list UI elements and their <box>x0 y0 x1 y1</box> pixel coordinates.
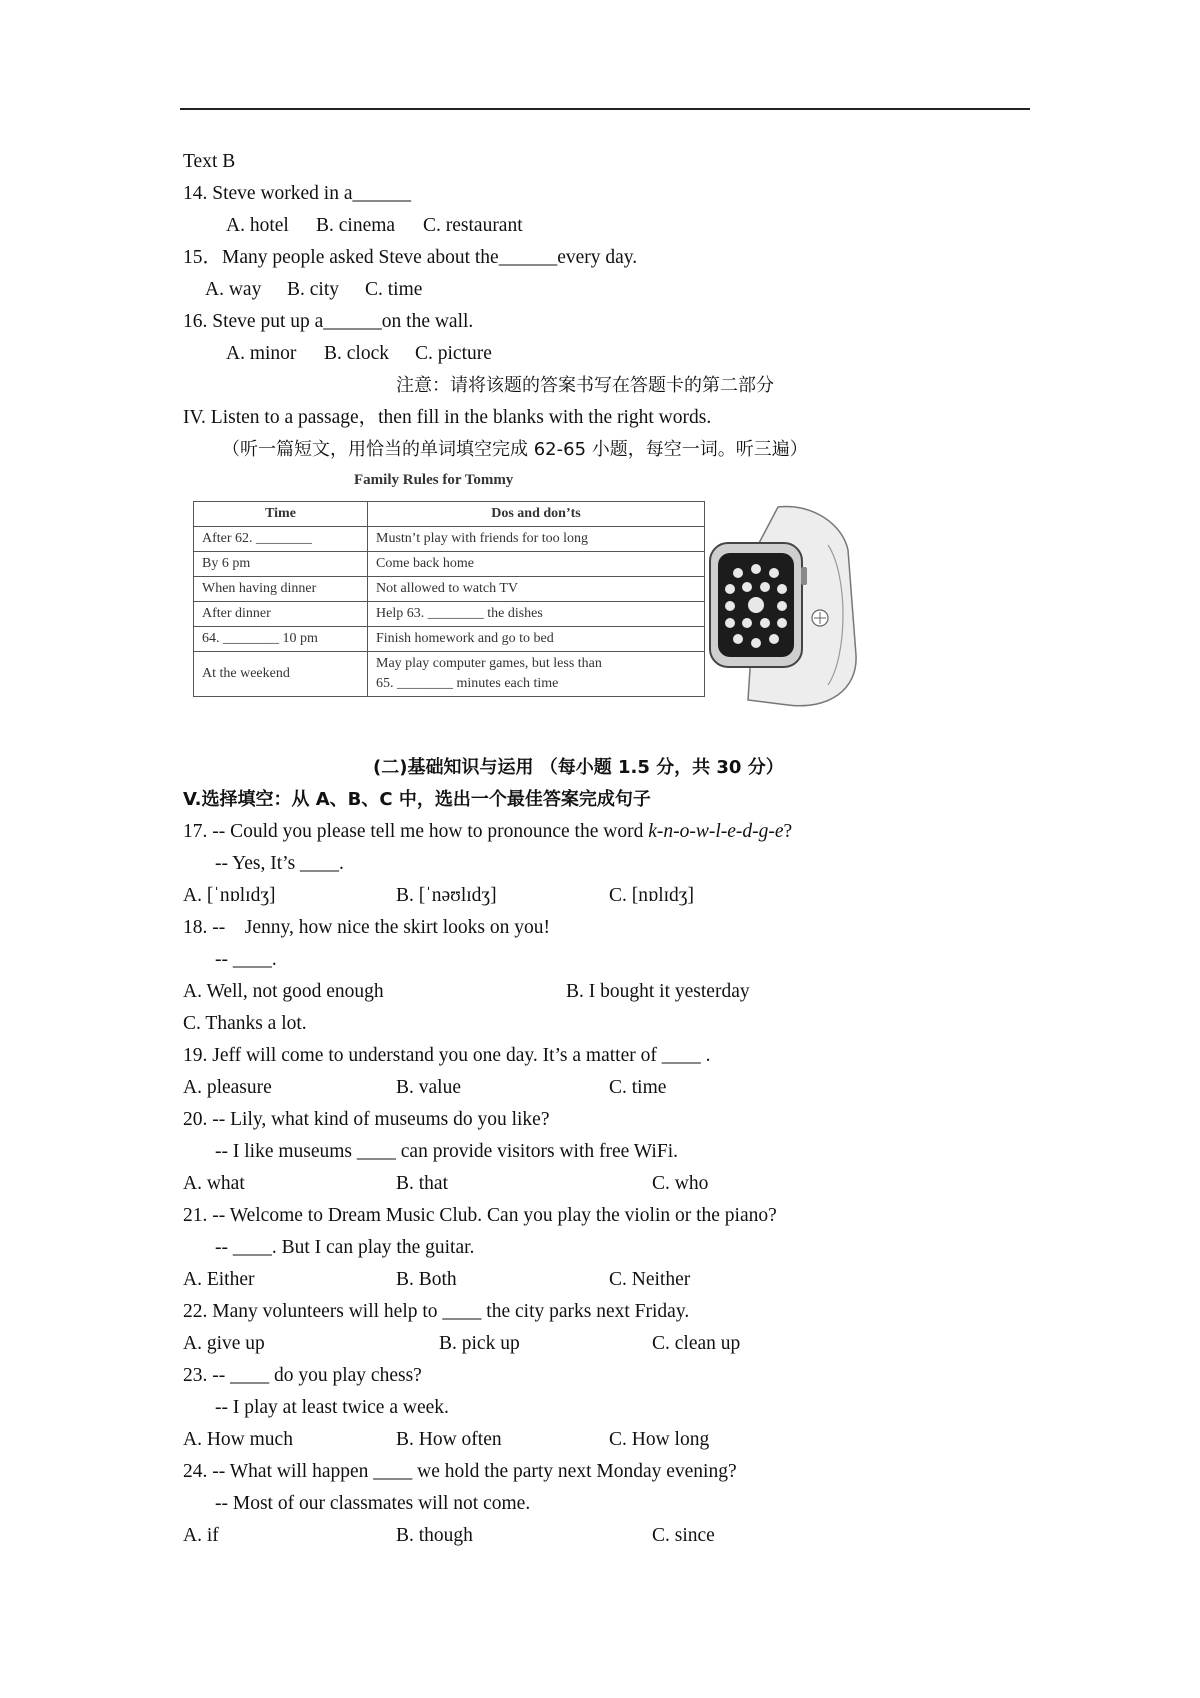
q18-option-b: B. I bought it yesterday <box>566 981 750 1002</box>
q16-option-c: C. picture <box>415 343 492 364</box>
q15-option-c: C. time <box>365 279 423 300</box>
q20-option-a: A. what <box>183 1173 245 1194</box>
q19-option-a: A. pleasure <box>183 1077 272 1098</box>
q23-option-a: A. How much <box>183 1429 293 1450</box>
q24-line1: 24. -- What will happen ____ we hold the party next Monday evening? <box>183 1461 737 1482</box>
section-iv-title: IV. Listen to a passage，then fill in the blanks with the right words. <box>183 407 712 428</box>
table-title: Family Rules for Tommy <box>354 472 514 488</box>
q21-line1: 21. -- Welcome to Dream Music Club. Can you play the violin or the piano? <box>183 1205 777 1226</box>
q22-option-c: C. clean up <box>652 1333 741 1354</box>
table-header-row <box>194 502 705 527</box>
q23-line1: 23. -- ____ do you play chess? <box>183 1365 422 1386</box>
row-rule: Help 63. ________ the dishes <box>368 602 705 627</box>
q16-option-b: B. clock <box>324 343 389 364</box>
row-rule: Mustn’t play with friends for too long <box>368 527 705 552</box>
q14-stem: 14. Steve worked in a______ <box>183 183 412 204</box>
q22-line1: 22. Many volunteers will help to ____ the city parks next Friday. <box>183 1301 690 1322</box>
table-row <box>194 652 705 697</box>
q20-line1: 20. -- Lily, what kind of museums do you like? <box>183 1109 550 1130</box>
smartwatch-image <box>708 505 858 710</box>
q17-post: ? <box>783 821 793 842</box>
q19-option-b: B. value <box>396 1077 461 1098</box>
q20-option-c: C. who <box>652 1173 709 1194</box>
q17-option-b: B. [ˈnəʊlɪdʒ] <box>396 885 497 906</box>
q17-option-a: A. [ˈnɒlɪdʒ] <box>183 885 276 906</box>
text-b-heading: Text B <box>183 151 236 172</box>
q24-line2: -- Most of our classmates will not come. <box>215 1493 531 1514</box>
top-rule <box>180 108 1030 110</box>
row-time: When having dinner <box>194 577 368 602</box>
q21-option-a: A. Either <box>183 1269 255 1290</box>
row-time: 64. ________ 10 pm <box>194 627 368 652</box>
row-rule-line1: May play computer games, but less than <box>376 656 602 671</box>
q20-line2: -- I like museums ____ can provide visitors with free WiFi. <box>215 1141 678 1162</box>
q17-option-c: C. [nɒlɪdʒ] <box>609 885 694 906</box>
header-dos: Dos and don’ts <box>368 502 705 527</box>
q15-option-b: B. city <box>287 279 339 300</box>
section-v-title: V.选择填空：从 A、B、C 中，选出一个最佳答案完成句子 <box>183 789 651 810</box>
header-time: Time <box>194 502 368 527</box>
q18-line1: 18. -- Jenny, how nice the skirt looks on you! <box>183 917 551 938</box>
q22-option-a: A. give up <box>183 1333 265 1354</box>
q18-option-a: A. Well, not good enough <box>183 981 384 1002</box>
table-row <box>194 552 705 577</box>
part2-heading: (二)基础知识与运用 （每小题 1.5 分，共 30 分） <box>373 757 784 778</box>
q21-option-c: C. Neither <box>609 1269 691 1290</box>
row-rule-line2: 65. ________ minutes each time <box>376 676 559 691</box>
q16-stem: 16. Steve put up a______on the wall. <box>183 311 474 332</box>
answer-card-note: 注意：请将该题的答案书写在答题卡的第二部分 <box>396 375 774 396</box>
q19-option-c: C. time <box>609 1077 667 1098</box>
row-rule: Not allowed to watch TV <box>368 577 705 602</box>
row-rule: Finish homework and go to bed <box>368 627 705 652</box>
table-row <box>194 602 705 627</box>
q17-word: k-n-o-w-l-e-d-g-e <box>648 821 784 842</box>
q17-line1 <box>183 820 792 844</box>
row-time: By 6 pm <box>194 552 368 577</box>
q24-option-b: B. though <box>396 1525 473 1546</box>
q14-option-b: B. cinema <box>316 215 396 236</box>
row-rule <box>368 652 705 697</box>
q23-line2: -- I play at least twice a week. <box>215 1397 449 1418</box>
family-rules-table <box>193 501 705 697</box>
row-time: After dinner <box>194 602 368 627</box>
q21-option-b: B. Both <box>396 1269 457 1290</box>
q18-option-c: C. Thanks a lot. <box>183 1013 307 1034</box>
row-time: After 62. ________ <box>194 527 368 552</box>
q20-option-b: B. that <box>396 1173 448 1194</box>
q15-option-a: A. way <box>205 279 262 300</box>
q14-option-c: C. restaurant <box>423 215 523 236</box>
q24-option-c: C. since <box>652 1525 715 1546</box>
row-time: At the weekend <box>194 652 368 697</box>
q17-pre: 17. -- Could you please tell me how to pronounce the word <box>183 821 649 842</box>
q24-option-a: A. if <box>183 1525 219 1546</box>
q19-line1: 19. Jeff will come to understand you one day. It’s a matter of ____ . <box>183 1045 711 1066</box>
q18-line2: -- ____. <box>215 949 277 970</box>
q15-stem: 15．Many people asked Steve about the______every day. <box>183 247 638 268</box>
table-row <box>194 577 705 602</box>
table-row <box>194 527 705 552</box>
q21-line2: -- ____. But I can play the guitar. <box>215 1237 475 1258</box>
row-rule: Come back home <box>368 552 705 577</box>
section-iv-subtitle: （听一篇短文，用恰当的单词填空完成 62-65 小题，每空一词。听三遍） <box>222 439 808 460</box>
q16-option-a: A. minor <box>226 343 297 364</box>
q23-option-c: C. How long <box>609 1429 710 1450</box>
q17-line2: -- Yes, It’s ____. <box>215 853 344 874</box>
table-row <box>194 627 705 652</box>
q22-option-b: B. pick up <box>439 1333 520 1354</box>
q23-option-b: B. How often <box>396 1429 502 1450</box>
q14-option-a: A. hotel <box>226 215 289 236</box>
